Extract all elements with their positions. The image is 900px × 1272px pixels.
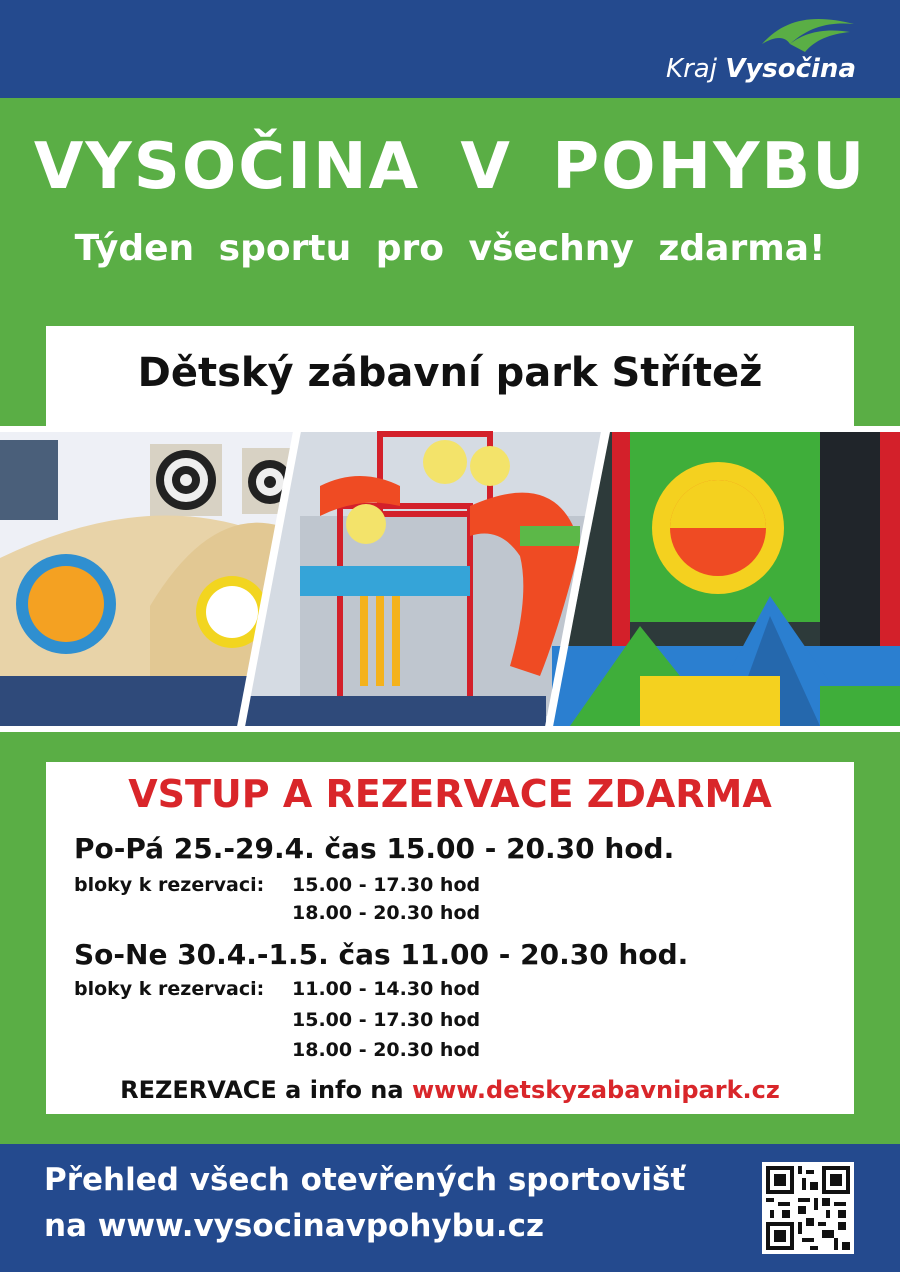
reservation-line bbox=[46, 1076, 854, 1104]
swoosh-icon bbox=[760, 14, 856, 54]
venue-name: Dětský zábavní park Střítež bbox=[137, 350, 763, 396]
play-structure-photo bbox=[240, 432, 602, 726]
logo-wordmark bbox=[666, 54, 856, 84]
info-heading: VSTUP A REZERVACE ZDARMA bbox=[128, 772, 772, 816]
qr-code-icon[interactable] bbox=[762, 1162, 854, 1254]
reservation-prefix: REZERVACE a info na bbox=[120, 1076, 404, 1104]
weekend-slot: 15.00 - 17.30 hod bbox=[292, 1009, 481, 1031]
weekend-blocks-label: bloky k rezervaci: bbox=[74, 978, 265, 1000]
weekend-hours: So-Ne 30.4.-1.5. čas 11.00 - 20.30 hod. bbox=[74, 938, 689, 971]
weekday-hours: Po-Pá 25.-29.4. čas 15.00 - 20.30 hod. bbox=[74, 832, 675, 865]
logo-word-vysocina: Vysočina bbox=[725, 54, 856, 84]
weekday-slot: 15.00 - 17.30 hod bbox=[292, 874, 481, 896]
reservation-link[interactable]: www.detskyzabavnipark.cz bbox=[411, 1076, 780, 1104]
weekend-slot: 18.00 - 20.30 hod bbox=[292, 1039, 481, 1061]
soft-play-photo bbox=[552, 432, 900, 726]
weekday-blocks-label: bloky k rezervaci: bbox=[74, 874, 265, 896]
info-box bbox=[46, 762, 854, 1114]
footer-line-1: Přehled všech otevřených sportovišť bbox=[44, 1162, 686, 1198]
page-subtitle: Týden sportu pro všechny zdarma! bbox=[74, 228, 826, 269]
logo-word-kraj: Kraj bbox=[666, 54, 717, 84]
kraj-vysocina-logo bbox=[636, 14, 856, 84]
footer-line-2[interactable]: na www.vysocinavpohybu.cz bbox=[44, 1208, 545, 1244]
weekend-slot: 11.00 - 14.30 hod bbox=[292, 978, 481, 1000]
page-title: VYSOČINA V POHYBU bbox=[33, 130, 867, 204]
header-bar bbox=[0, 0, 900, 98]
weekday-slot: 18.00 - 20.30 hod bbox=[292, 902, 481, 924]
venue-box bbox=[46, 326, 854, 426]
photo-strip bbox=[0, 426, 900, 732]
